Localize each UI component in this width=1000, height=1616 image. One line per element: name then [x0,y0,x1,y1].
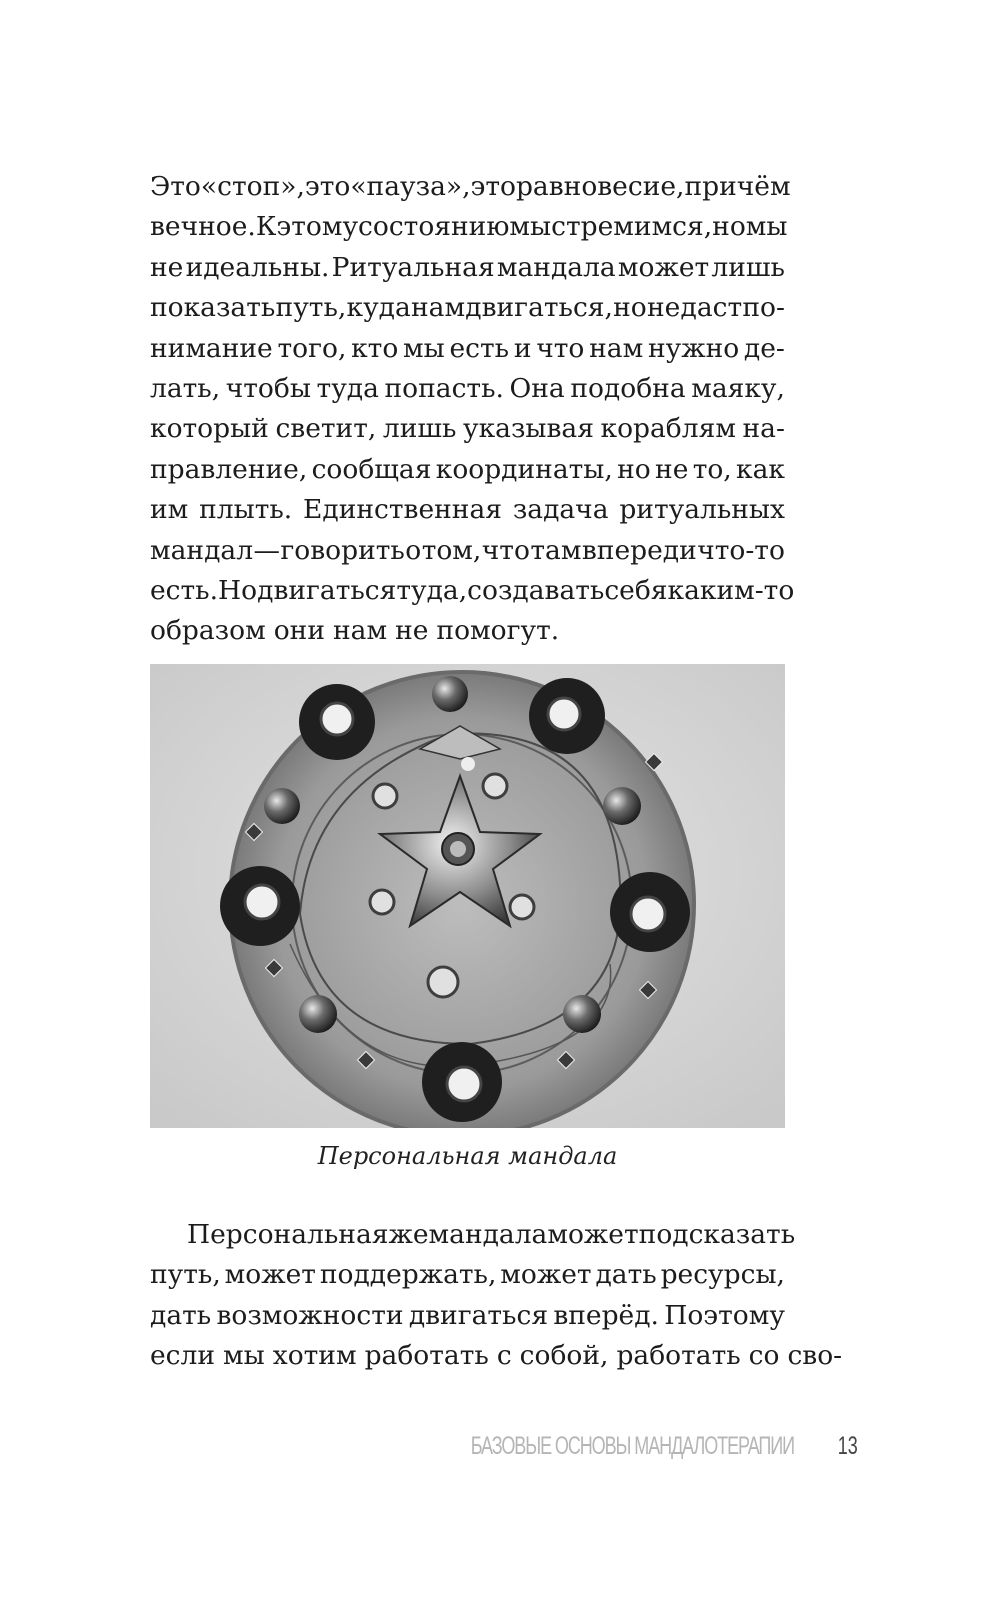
figure-caption: Персональная мандала [317,1142,618,1170]
page-number: 13 [837,1432,858,1460]
text-line: есть. Но двигаться туда, создавать себя каким-то [150,575,795,606]
text-line: мандал — говорить о том, что там впереди что-то [150,534,785,566]
text-line: им плыть. Единственная задача ритуальных [150,494,785,526]
text-line: лать, чтобы туда попасть. Она подобна маяку, [150,373,785,404]
text-line: который светит, лишь указывая кораблям на- [150,413,785,445]
text-line: путь, может поддержать, может дать ресурсы, [150,1259,785,1291]
text-line: правление, сообщая координаты, но не то, как [150,453,785,485]
text-line: нимание того, кто мы есть и что нам нужно де- [150,332,785,364]
text-line: показать путь, куда нам двигаться, но не даст по- [150,292,785,324]
mandala-illustration [150,664,785,1128]
text-line: если мы хотим работать с собой, работать со сво- [150,1340,843,1372]
mandala-photo [150,664,785,1128]
text-line: не идеальны. Ритуальная мандала может лишь [150,251,785,283]
text-line: образом они нам не помогут. [150,615,560,647]
text-line: Это «стоп», это «пауза», это равновесие, причём [150,171,791,202]
text-line: дать возможности двигаться вперёд. Поэтому [150,1299,785,1331]
running-title: БАЗОВЫЕ ОСНОВЫ МАНДАЛОТЕРАПИИ [470,1432,794,1460]
text-line: Персональная же мандала может подсказать [187,1219,796,1250]
text-line: вечное. К этому состоянию мы стремимся, но мы [150,211,788,243]
